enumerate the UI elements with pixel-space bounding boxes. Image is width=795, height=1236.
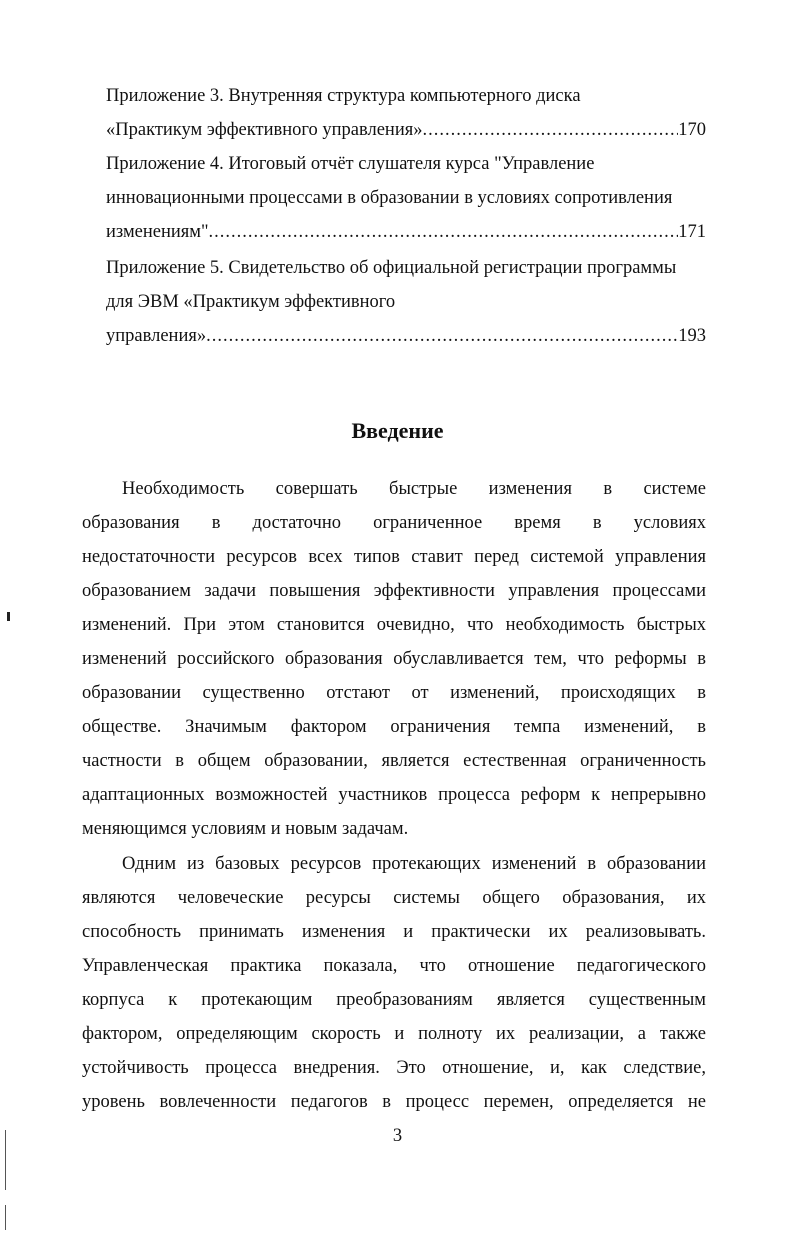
paragraph-line: корпуса к протекающим преобразованиям является существенным [82,990,706,1010]
toc-appendix-3-title: Приложение 3. Внутренняя структура компьютерного диска [106,86,581,106]
toc-appendix-4-entry [106,220,706,244]
paragraph-line: Управленческая практика показала, что отношение педагогического [82,956,706,976]
paragraph-line: частности в общем образовании, является естественная ограниченность [82,751,706,771]
scan-artifact-line [5,1205,6,1230]
paragraph-line: способность принимать изменения и практически их реализовывать. [82,922,706,942]
toc-entry-text: изменениям" [106,222,209,242]
paragraph-line: устойчивость процесса внедрения. Это отношение, и, как следствие, [82,1058,706,1078]
toc-dot-leader [423,118,679,142]
toc-dot-leader [209,220,679,244]
toc-entry-text: управления» [106,326,207,346]
paragraph-line: образованием задачи повышения эффективности управления процессами [82,581,706,601]
paragraph-line: недостаточности ресурсов всех типов ставит перед системой управления [82,547,706,567]
paragraph-line: адаптационных возможностей участников процесса реформ к непрерывно [82,785,706,805]
toc-page-number: 171 [678,222,706,242]
toc-appendix-5-entry [106,324,706,348]
paragraph-line: Одним из базовых ресурсов протекающих изменений в образовании [122,854,706,874]
toc-appendix-4-title: Приложение 4. Итоговый отчёт слушателя курса "Управление [106,154,595,174]
paragraph-line: образования в достаточно ограниченное время в условиях [82,513,706,533]
toc-dot-leader [206,324,678,348]
toc-page-number: 170 [678,120,706,140]
paragraph-line: меняющимся условиям и новым задачам. [82,819,409,839]
page-number: 3 [392,1126,403,1146]
toc-appendix-5-title: Приложение 5. Свидетельство об официальной регистрации программы [106,258,677,278]
toc-appendix-4-title-cont: инновационными процессами в образовании в условиях сопротивления [106,188,673,208]
scan-artifact-line [5,1130,6,1190]
paragraph-line: являются человеческие ресурсы системы общего образования, их [82,888,706,908]
paragraph-line: Необходимость совершать быстрые изменения в системе [122,479,706,499]
toc-appendix-3-entry [106,118,706,142]
paragraph-line: изменений. При этом становится очевидно, что необходимость быстрых [82,615,706,635]
paragraph-line: обществе. Значимым фактором ограничения темпа изменений, в [82,717,706,737]
paragraph-line: образовании существенно отстают от изменений, происходящих в [82,683,706,703]
toc-entry-text: «Практикум эффективного управления» [106,120,423,140]
paragraph-line: изменений российского образования обуславливается тем, что реформы в [82,649,706,669]
toc-page-number: 193 [678,326,706,346]
section-title: Введение [351,418,444,443]
scan-artifact-mark [7,612,10,621]
paragraph-line: уровень вовлеченности педагогов в процесс перемен, определяется не [82,1092,706,1112]
paragraph-line: фактором, определяющим скорость и полноту их реализации, а также [82,1024,706,1044]
toc-appendix-5-title-cont: для ЭВМ «Практикум эффективного [106,292,396,312]
